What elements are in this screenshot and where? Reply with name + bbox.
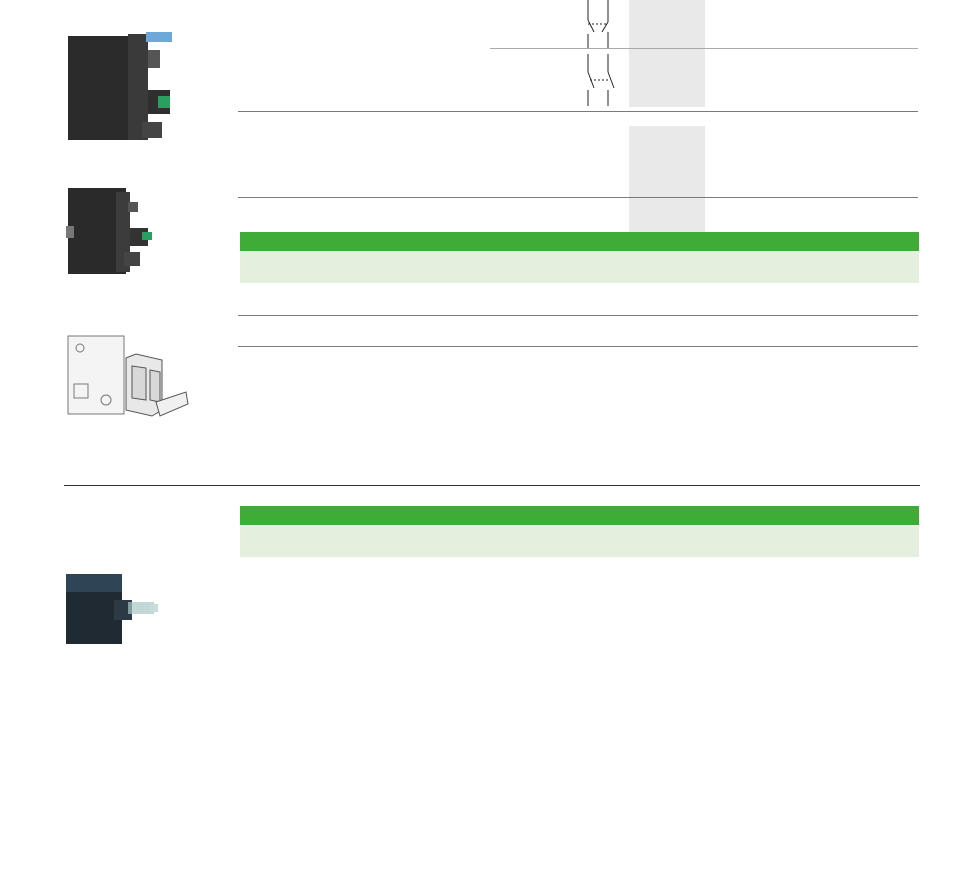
- divider-label-rows: [238, 315, 918, 316]
- zbvb-product-image: [66, 574, 162, 646]
- protected-led-logo-icon: [238, 582, 300, 634]
- divider-row-a: [490, 48, 918, 49]
- led-header-bg: [240, 525, 919, 557]
- led-section-bar: [240, 506, 919, 525]
- divider-top-section: [238, 111, 918, 112]
- divider-notes: [238, 346, 918, 347]
- gray-column-hp: [629, 126, 705, 232]
- zbz001-product-image: [66, 330, 190, 430]
- zbe501-product-image: [66, 30, 176, 142]
- divider-additional: [238, 197, 918, 198]
- contact-symbol-overlapping-icon: [578, 0, 628, 48]
- zb2be101-product-image: [66, 188, 156, 276]
- label-section-bar: [240, 232, 919, 251]
- contact-symbol-no-no-icon: [578, 54, 628, 106]
- gray-column-top: [629, 0, 705, 107]
- label-header-bg: [240, 251, 919, 283]
- section-separator: [64, 485, 920, 486]
